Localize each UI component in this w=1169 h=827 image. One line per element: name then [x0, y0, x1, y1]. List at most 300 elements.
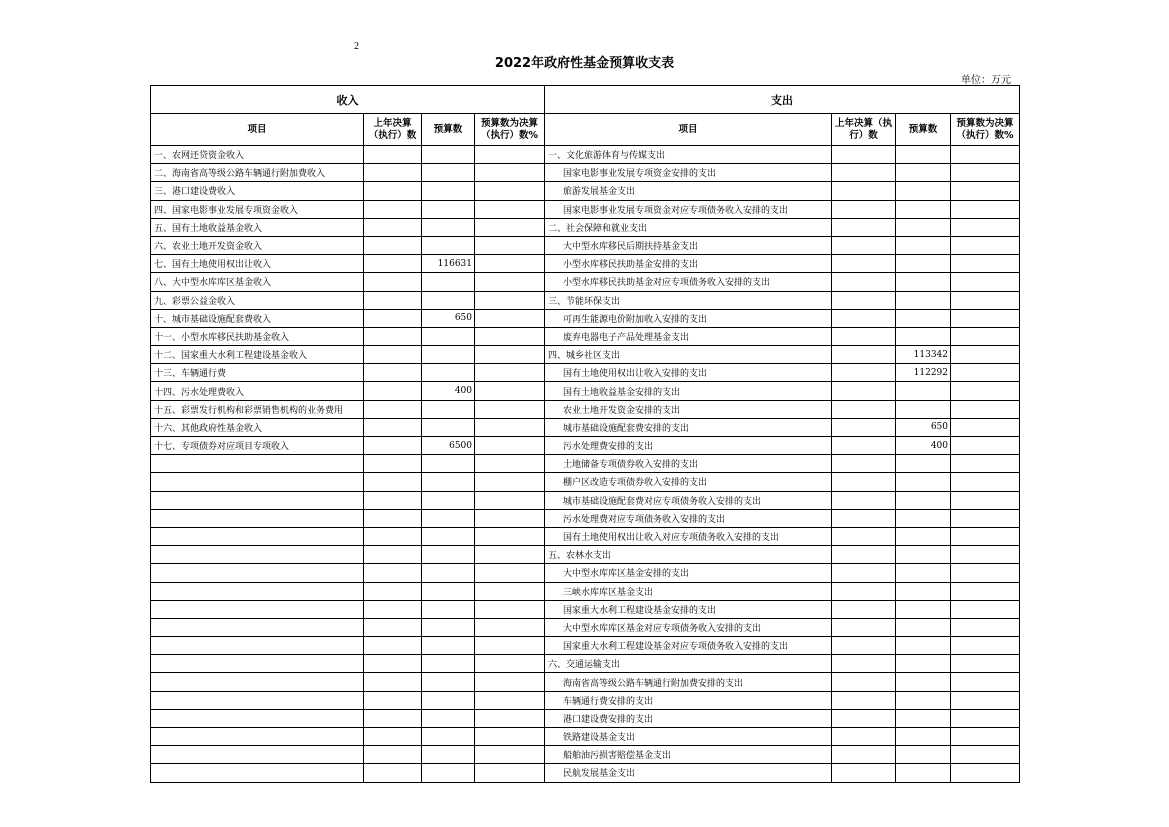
income-item-cell: 十五、彩票发行机构和彩票销售机构的业务费用 — [151, 400, 364, 418]
income-ratio-cell — [475, 582, 545, 600]
income-item-cell — [151, 509, 364, 527]
income-last-year-cell — [364, 600, 422, 618]
income-last-year-cell — [364, 200, 422, 218]
expense-ratio-cell — [951, 673, 1020, 691]
expense-ratio-cell — [951, 146, 1020, 164]
income-last-year-cell — [364, 473, 422, 491]
income-budget-cell: 116631 — [422, 255, 475, 273]
income-item-cell: 三、港口建设费收入 — [151, 182, 364, 200]
income-ratio-cell — [475, 527, 545, 545]
expense-last-year-cell — [832, 309, 896, 327]
expense-ratio-cell — [951, 255, 1020, 273]
table-row — [151, 437, 1020, 455]
income-last-year-cell — [364, 182, 422, 200]
expense-last-year-cell — [832, 327, 896, 345]
expense-ratio-cell — [951, 164, 1020, 182]
expense-last-year-cell — [832, 255, 896, 273]
income-item-cell — [151, 764, 364, 782]
expense-budget-cell — [896, 673, 951, 691]
expense-last-year-cell — [832, 728, 896, 746]
income-budget-cell — [422, 509, 475, 527]
income-ratio-cell — [475, 618, 545, 636]
income-ratio-cell — [475, 146, 545, 164]
income-item-cell: 十六、其他政府性基金收入 — [151, 418, 364, 436]
income-item-cell — [151, 582, 364, 600]
income-last-year-cell — [364, 146, 422, 164]
expense-item-cell: 污水处理费对应专项债务收入安排的支出 — [545, 509, 832, 527]
table-row — [151, 582, 1020, 600]
expense-last-year-cell — [832, 291, 896, 309]
income-ratio-cell — [475, 182, 545, 200]
expense-item-cell: 国有土地使用权出让收入对应专项债务收入安排的支出 — [545, 527, 832, 545]
expense-budget-cell: 650 — [896, 418, 951, 436]
table-row — [151, 600, 1020, 618]
expense-item-cell: 小型水库移民扶助基金安排的支出 — [545, 255, 832, 273]
income-ratio-cell — [475, 637, 545, 655]
income-last-year-cell — [364, 346, 422, 364]
income-item-cell: 一、农网还贷资金收入 — [151, 146, 364, 164]
income-item-cell — [151, 564, 364, 582]
table-row — [151, 618, 1020, 636]
expense-budget-cell — [896, 382, 951, 400]
income-ratio-cell — [475, 728, 545, 746]
income-budget-cell — [422, 691, 475, 709]
income-last-year-cell — [364, 527, 422, 545]
income-ratio-cell — [475, 546, 545, 564]
expense-item-cell: 大中型水库移民后期扶持基金支出 — [545, 236, 832, 254]
expense-ratio-cell — [951, 327, 1020, 345]
income-item-header: 项目 — [151, 114, 364, 146]
income-last-year-cell — [364, 382, 422, 400]
expense-budget-cell — [896, 200, 951, 218]
table-row — [151, 182, 1020, 200]
income-item-cell: 五、国有土地收益基金收入 — [151, 218, 364, 236]
income-budget-cell — [422, 327, 475, 345]
expense-item-cell: 三、节能环保支出 — [545, 291, 832, 309]
expense-budget-cell — [896, 255, 951, 273]
expense-last-year-cell — [832, 418, 896, 436]
income-budget-cell — [422, 618, 475, 636]
income-item-cell: 十、城市基础设施配套费收入 — [151, 309, 364, 327]
expense-item-cell: 土地储备专项债券收入安排的支出 — [545, 455, 832, 473]
income-budget-cell — [422, 273, 475, 291]
expense-ratio-cell — [951, 637, 1020, 655]
income-budget-cell — [422, 600, 475, 618]
income-budget-cell — [422, 236, 475, 254]
income-budget-cell — [422, 637, 475, 655]
expense-last-year-cell — [832, 382, 896, 400]
expense-budget-cell — [896, 564, 951, 582]
expense-item-cell: 国家电影事业发展专项资金安排的支出 — [545, 164, 832, 182]
income-budget-cell — [422, 418, 475, 436]
income-budget-cell: 400 — [422, 382, 475, 400]
expense-ratio-cell — [951, 600, 1020, 618]
expense-item-cell: 旅游发展基金支出 — [545, 182, 832, 200]
income-item-cell: 二、海南省高等级公路车辆通行附加费收入 — [151, 164, 364, 182]
expense-ratio-cell — [951, 273, 1020, 291]
income-item-cell — [151, 691, 364, 709]
income-item-cell — [151, 546, 364, 564]
expense-budget-cell — [896, 164, 951, 182]
income-budget-cell — [422, 564, 475, 582]
income-budget-cell — [422, 218, 475, 236]
income-budget-cell — [422, 364, 475, 382]
expense-budget-cell — [896, 691, 951, 709]
income-budget-cell — [422, 164, 475, 182]
expense-last-year-cell — [832, 200, 896, 218]
expense-last-year-cell — [832, 473, 896, 491]
income-item-cell: 九、彩票公益金收入 — [151, 291, 364, 309]
expense-budget-cell — [896, 509, 951, 527]
income-ratio-cell — [475, 691, 545, 709]
income-budget-cell — [422, 473, 475, 491]
expense-budget-cell: 400 — [896, 437, 951, 455]
expense-ratio-cell — [951, 691, 1020, 709]
expense-item-cell: 棚户区改造专项债券收入安排的支出 — [545, 473, 832, 491]
income-ratio-cell — [475, 455, 545, 473]
expense-item-cell: 车辆通行费安排的支出 — [545, 691, 832, 709]
income-last-year-header: 上年决算（执行）数 — [364, 114, 422, 146]
expense-budget-cell — [896, 218, 951, 236]
table-row — [151, 382, 1020, 400]
expense-ratio-cell — [951, 746, 1020, 764]
income-item-cell: 六、农业土地开发资金收入 — [151, 236, 364, 254]
expense-budget-cell — [896, 764, 951, 782]
income-budget-cell — [422, 491, 475, 509]
income-budget-cell — [422, 291, 475, 309]
income-item-cell — [151, 746, 364, 764]
expense-ratio-cell — [951, 509, 1020, 527]
expense-ratio-cell — [951, 200, 1020, 218]
income-ratio-cell — [475, 400, 545, 418]
expense-ratio-cell — [951, 364, 1020, 382]
table-row — [151, 273, 1020, 291]
expense-ratio-cell — [951, 218, 1020, 236]
income-item-cell: 四、国家电影事业发展专项资金收入 — [151, 200, 364, 218]
table-row — [151, 691, 1020, 709]
income-ratio-cell — [475, 255, 545, 273]
expense-budget-cell — [896, 146, 951, 164]
expense-last-year-cell — [832, 600, 896, 618]
income-item-cell: 八、大中型水库库区基金收入 — [151, 273, 364, 291]
income-ratio-cell — [475, 564, 545, 582]
expense-ratio-cell — [951, 236, 1020, 254]
income-ratio-cell — [475, 709, 545, 727]
income-ratio-cell — [475, 273, 545, 291]
expense-item-cell: 三峡水库库区基金支出 — [545, 582, 832, 600]
income-last-year-cell — [364, 327, 422, 345]
income-ratio-header: 预算数为决算（执行）数% — [475, 114, 545, 146]
table-row — [151, 200, 1020, 218]
expense-last-year-cell — [832, 527, 896, 545]
income-last-year-cell — [364, 236, 422, 254]
income-item-cell: 十三、车辆通行费 — [151, 364, 364, 382]
expense-ratio-cell — [951, 291, 1020, 309]
table-row — [151, 164, 1020, 182]
table-row — [151, 527, 1020, 545]
income-last-year-cell — [364, 709, 422, 727]
expense-item-cell: 六、交通运输支出 — [545, 655, 832, 673]
expense-item-cell: 国有土地使用权出让收入安排的支出 — [545, 364, 832, 382]
expense-budget-cell — [896, 491, 951, 509]
expense-budget-cell — [896, 527, 951, 545]
income-last-year-cell — [364, 637, 422, 655]
expense-budget-cell — [896, 600, 951, 618]
expense-budget-cell: 112292 — [896, 364, 951, 382]
income-last-year-cell — [364, 218, 422, 236]
expense-last-year-cell — [832, 546, 896, 564]
expense-item-cell: 国有土地收益基金安排的支出 — [545, 382, 832, 400]
income-budget-cell — [422, 400, 475, 418]
column-header-row — [151, 114, 1020, 146]
income-budget-cell: 6500 — [422, 437, 475, 455]
expense-ratio-cell — [951, 546, 1020, 564]
expense-last-year-cell — [832, 491, 896, 509]
expense-last-year-cell — [832, 673, 896, 691]
table-row — [151, 509, 1020, 527]
expense-ratio-cell — [951, 473, 1020, 491]
income-last-year-cell — [364, 546, 422, 564]
table-row — [151, 291, 1020, 309]
expense-ratio-cell — [951, 527, 1020, 545]
income-last-year-cell — [364, 764, 422, 782]
income-ratio-cell — [475, 491, 545, 509]
income-item-cell: 十四、污水处理费收入 — [151, 382, 364, 400]
expense-last-year-cell — [832, 455, 896, 473]
expense-budget-cell — [896, 582, 951, 600]
section-header-row — [151, 86, 1020, 114]
expense-item-cell: 国家重大水利工程建设基金安排的支出 — [545, 600, 832, 618]
expense-item-cell: 农业土地开发资金安排的支出 — [545, 400, 832, 418]
expense-budget-header: 预算数 — [896, 114, 951, 146]
expense-last-year-cell — [832, 709, 896, 727]
expense-last-year-cell — [832, 400, 896, 418]
expense-last-year-cell — [832, 236, 896, 254]
income-last-year-cell — [364, 746, 422, 764]
income-last-year-cell — [364, 255, 422, 273]
income-budget-cell — [422, 182, 475, 200]
income-item-cell — [151, 491, 364, 509]
expense-item-cell: 一、文化旅游体育与传媒支出 — [545, 146, 832, 164]
income-budget-cell — [422, 527, 475, 545]
expense-item-cell: 海南省高等级公路车辆通行附加费安排的支出 — [545, 673, 832, 691]
expense-item-cell: 城市基础设施配套费安排的支出 — [545, 418, 832, 436]
income-item-cell: 十七、专项债券对应项目专项收入 — [151, 437, 364, 455]
table-row — [151, 709, 1020, 727]
expense-last-year-cell — [832, 437, 896, 455]
income-item-cell — [151, 728, 364, 746]
table-row — [151, 236, 1020, 254]
income-budget-cell: 650 — [422, 309, 475, 327]
expense-last-year-header: 上年决算（执行）数 — [832, 114, 896, 146]
income-last-year-cell — [364, 691, 422, 709]
table-row — [151, 673, 1020, 691]
expense-last-year-cell — [832, 764, 896, 782]
expense-item-cell: 船舶油污损害赔偿基金支出 — [545, 746, 832, 764]
expense-item-cell: 小型水库移民扶助基金对应专项债务收入安排的支出 — [545, 273, 832, 291]
income-budget-cell — [422, 455, 475, 473]
page-title: 2022年政府性基金预算收支表 — [494, 56, 675, 71]
expense-budget-cell — [896, 327, 951, 345]
income-last-year-cell — [364, 618, 422, 636]
expense-last-year-cell — [832, 618, 896, 636]
expense-ratio-cell — [951, 455, 1020, 473]
income-last-year-cell — [364, 491, 422, 509]
expense-ratio-cell — [951, 437, 1020, 455]
table-row — [151, 728, 1020, 746]
income-last-year-cell — [364, 564, 422, 582]
expense-ratio-cell — [951, 709, 1020, 727]
table-row — [151, 400, 1020, 418]
expense-item-cell: 二、社会保障和就业支出 — [545, 218, 832, 236]
income-ratio-cell — [475, 346, 545, 364]
expense-budget-cell — [896, 309, 951, 327]
table-row — [151, 309, 1020, 327]
expense-budget-cell — [896, 400, 951, 418]
expense-item-cell: 四、城乡社区支出 — [545, 346, 832, 364]
income-last-year-cell — [364, 400, 422, 418]
income-item-cell: 七、国有土地使用权出让收入 — [151, 255, 364, 273]
income-item-cell — [151, 618, 364, 636]
expense-budget-cell — [896, 455, 951, 473]
table-row — [151, 455, 1020, 473]
income-budget-cell — [422, 146, 475, 164]
income-budget-cell — [422, 764, 475, 782]
expense-last-year-cell — [832, 655, 896, 673]
expense-ratio-cell — [951, 309, 1020, 327]
income-last-year-cell — [364, 509, 422, 527]
table-row — [151, 364, 1020, 382]
expense-ratio-cell — [951, 618, 1020, 636]
expense-item-cell: 大中型水库库区基金对应专项债务收入安排的支出 — [545, 618, 832, 636]
expense-ratio-cell — [951, 418, 1020, 436]
income-budget-cell — [422, 673, 475, 691]
expense-budget-cell — [896, 546, 951, 564]
expense-item-cell: 五、农林水支出 — [545, 546, 832, 564]
income-budget-cell — [422, 200, 475, 218]
expense-ratio-cell — [951, 382, 1020, 400]
expense-ratio-cell — [951, 582, 1020, 600]
income-last-year-cell — [364, 273, 422, 291]
expense-ratio-cell — [951, 728, 1020, 746]
income-ratio-cell — [475, 673, 545, 691]
expense-last-year-cell — [832, 637, 896, 655]
income-budget-cell — [422, 582, 475, 600]
income-ratio-cell — [475, 418, 545, 436]
table-row — [151, 473, 1020, 491]
expense-item-cell: 民航发展基金支出 — [545, 764, 832, 782]
income-ratio-cell — [475, 509, 545, 527]
income-last-year-cell — [364, 728, 422, 746]
expense-item-header: 项目 — [545, 114, 832, 146]
income-budget-cell — [422, 346, 475, 364]
expense-last-year-cell — [832, 691, 896, 709]
expense-budget-cell — [896, 473, 951, 491]
page-number: 2 — [354, 41, 359, 52]
table-row — [151, 146, 1020, 164]
expense-item-cell: 废弃电器电子产品处理基金支出 — [545, 327, 832, 345]
income-last-year-cell — [364, 164, 422, 182]
expense-last-year-cell — [832, 564, 896, 582]
income-ratio-cell — [475, 473, 545, 491]
income-last-year-cell — [364, 437, 422, 455]
income-item-cell: 十一、小型水库移民扶助基金收入 — [151, 327, 364, 345]
income-ratio-cell — [475, 382, 545, 400]
expense-budget-cell — [896, 709, 951, 727]
income-item-cell — [151, 655, 364, 673]
expense-last-year-cell — [832, 746, 896, 764]
income-last-year-cell — [364, 309, 422, 327]
table-row — [151, 746, 1020, 764]
expense-ratio-cell — [951, 655, 1020, 673]
table-row — [151, 346, 1020, 364]
expense-ratio-cell — [951, 346, 1020, 364]
income-last-year-cell — [364, 655, 422, 673]
expense-budget-cell — [896, 728, 951, 746]
income-ratio-cell — [475, 600, 545, 618]
expense-last-year-cell — [832, 218, 896, 236]
expense-item-cell: 可再生能源电价附加收入安排的支出 — [545, 309, 832, 327]
expense-budget-cell — [896, 273, 951, 291]
expense-budget-cell — [896, 182, 951, 200]
income-last-year-cell — [364, 418, 422, 436]
income-ratio-cell — [475, 291, 545, 309]
income-item-cell — [151, 527, 364, 545]
expense-item-cell: 港口建设费安排的支出 — [545, 709, 832, 727]
expense-last-year-cell — [832, 582, 896, 600]
table-row — [151, 564, 1020, 582]
expense-ratio-header: 预算数为决算（执行）数% — [951, 114, 1020, 146]
income-ratio-cell — [475, 327, 545, 345]
expense-ratio-cell — [951, 491, 1020, 509]
income-budget-header: 预算数 — [422, 114, 475, 146]
income-last-year-cell — [364, 291, 422, 309]
income-item-cell — [151, 473, 364, 491]
expense-budget-cell — [896, 746, 951, 764]
income-budget-cell — [422, 546, 475, 564]
income-ratio-cell — [475, 364, 545, 382]
expense-item-cell: 大中型水库库区基金安排的支出 — [545, 564, 832, 582]
expense-ratio-cell — [951, 764, 1020, 782]
income-item-cell — [151, 455, 364, 473]
expense-last-year-cell — [832, 182, 896, 200]
income-item-cell — [151, 600, 364, 618]
expense-last-year-cell — [832, 164, 896, 182]
table-row — [151, 764, 1020, 782]
expense-last-year-cell — [832, 146, 896, 164]
income-ratio-cell — [475, 218, 545, 236]
income-budget-cell — [422, 709, 475, 727]
expense-last-year-cell — [832, 346, 896, 364]
expense-budget-cell — [896, 236, 951, 254]
expense-item-cell: 污水处理费安排的支出 — [545, 437, 832, 455]
expense-budget-cell — [896, 618, 951, 636]
expense-budget-cell — [896, 637, 951, 655]
income-budget-cell — [422, 746, 475, 764]
expense-ratio-cell — [951, 564, 1020, 582]
expense-budget-cell — [896, 291, 951, 309]
expense-item-cell: 城市基础设施配套费对应专项债务收入安排的支出 — [545, 491, 832, 509]
income-last-year-cell — [364, 455, 422, 473]
income-ratio-cell — [475, 764, 545, 782]
income-ratio-cell — [475, 200, 545, 218]
income-item-cell — [151, 673, 364, 691]
income-last-year-cell — [364, 582, 422, 600]
income-item-cell — [151, 709, 364, 727]
table-row — [151, 418, 1020, 436]
expense-ratio-cell — [951, 182, 1020, 200]
income-ratio-cell — [475, 164, 545, 182]
